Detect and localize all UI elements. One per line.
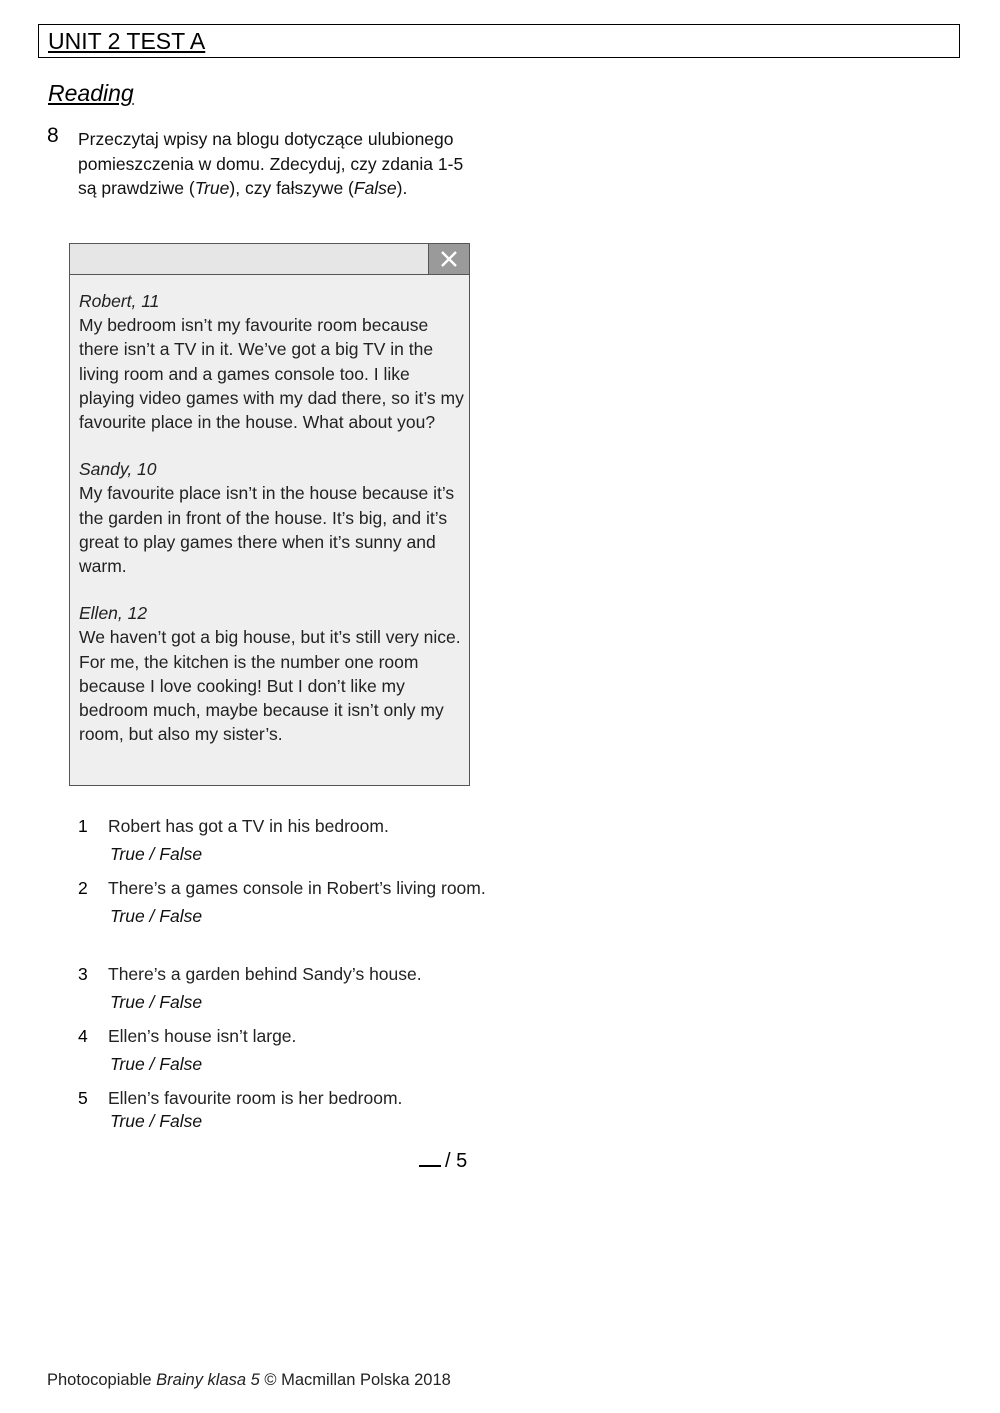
blog-entry [79, 289, 464, 434]
section-title: Reading [48, 80, 134, 106]
footer-prefix: Photocopiable [47, 1371, 157, 1389]
instruction-text: Przeczytaj wpisy na blogu dotyczące ulubionego pomieszczenia w domu. Zdecyduj, czy zdania 1-5 są prawdziwe ( [78, 129, 464, 198]
entry-text: We haven’t got a big house, but it’s still very nice. For me, the kitchen is the number one room because I love cooking! But I don’t like my bedroom much, maybe because it isn’t only my room, but also my sister’s. [79, 627, 461, 745]
question-item [78, 962, 488, 1014]
question-item [78, 1086, 488, 1133]
question-text: Ellen’s house isn’t large. [108, 1026, 297, 1046]
score-total: / 5 [445, 1150, 468, 1172]
answer-options[interactable]: True / False [110, 905, 203, 926]
entry-author: Robert, 11 [79, 291, 160, 311]
title-box [38, 24, 960, 58]
footer-book-title: Brainy klasa 5 [156, 1371, 260, 1389]
answer-options[interactable]: True / False [110, 1110, 203, 1131]
question-number: 2 [78, 878, 88, 898]
instruction-text: ). [396, 178, 408, 198]
answer-options[interactable]: True / False [110, 991, 203, 1012]
blog-entry [79, 457, 464, 578]
task-instruction [78, 127, 478, 201]
page-title: UNIT 2 TEST A [48, 28, 206, 54]
entry-text: My favourite place isn’t in the house because it’s the garden in front of the house. It’s big, and it’s great to play games there when it’s sunny and warm. [79, 483, 455, 577]
question-text: There’s a garden behind Sandy’s house. [108, 964, 422, 984]
instruction-false: False [353, 178, 397, 198]
question-text: Robert has got a TV in his bedroom. [108, 816, 389, 836]
instruction-text: ), czy fałszywe ( [229, 178, 354, 198]
close-icon [440, 250, 458, 268]
question-number: 3 [78, 964, 88, 984]
blog-title-bar [70, 244, 469, 275]
entry-text: My bedroom isn’t my favourite room because there isn’t a TV in it. We’ve got a big TV in the living room and a games console too. I like playing video games with my dad there, so it’s my favourite place in the house. What about you? [79, 315, 464, 433]
blog-entry [79, 601, 464, 746]
score-blank[interactable] [419, 1147, 441, 1167]
entry-author: Sandy, 10 [79, 459, 157, 480]
score-box [419, 1147, 467, 1173]
instruction-true: True [194, 178, 230, 198]
answer-options[interactable]: True / False [110, 1053, 203, 1074]
entry-author: Ellen, 12 [79, 603, 148, 624]
question-item [78, 876, 488, 928]
question-text: There’s a games console in Robert’s living room. [108, 878, 486, 898]
question-text: Ellen’s favourite room is her bedroom. [108, 1088, 403, 1108]
task-number: 8 [47, 124, 59, 147]
question-item [78, 814, 488, 866]
question-item [78, 1024, 488, 1076]
question-number: 5 [78, 1088, 88, 1108]
question-number: 1 [78, 816, 88, 836]
close-button[interactable] [428, 244, 469, 274]
footer-copyright: © Macmillan Polska 2018 [259, 1371, 451, 1389]
answer-options[interactable]: True / False [110, 843, 203, 864]
blog-entries [79, 289, 464, 746]
footer [47, 1371, 451, 1390]
question-number: 4 [78, 1026, 88, 1046]
blog-window [69, 243, 470, 786]
